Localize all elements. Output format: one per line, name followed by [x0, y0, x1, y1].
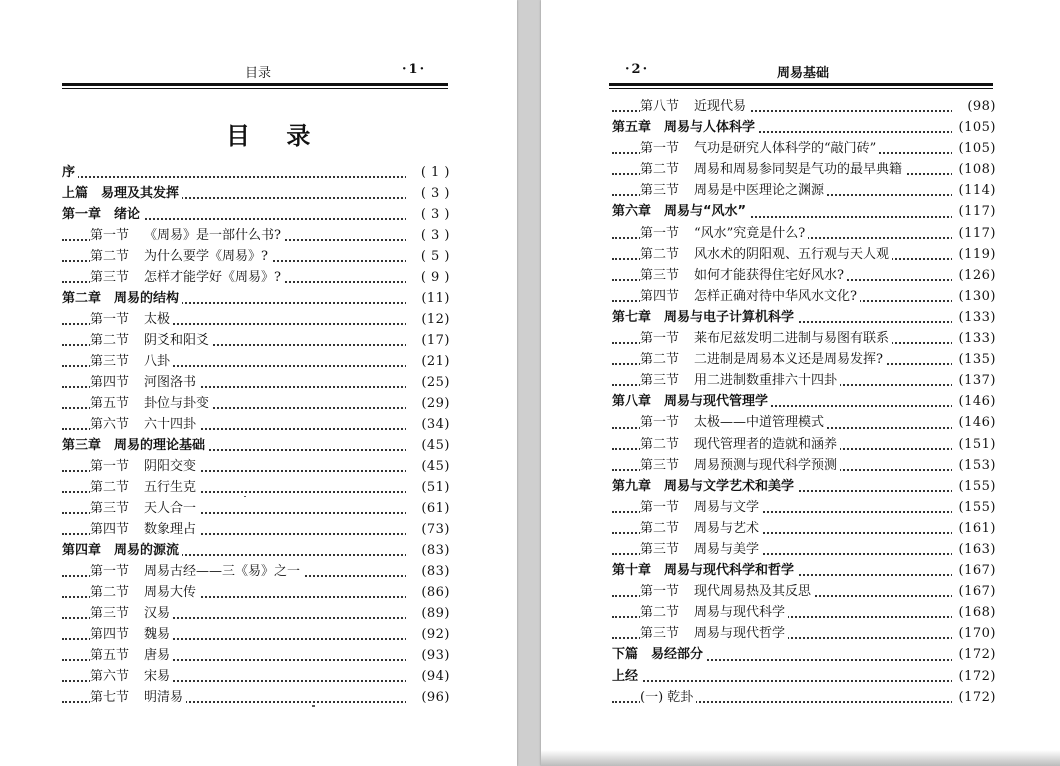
dot-leader [62, 176, 410, 178]
toc-entry-label [90, 498, 199, 519]
toc-entry-label [90, 393, 212, 414]
toc-section-entry [62, 582, 450, 603]
toc-page-number: ( 3 ) [406, 225, 450, 246]
toc-entry-title: 天人合一 [144, 501, 197, 516]
toc-section-number: 第七节 [90, 690, 130, 705]
toc-entry-label [90, 372, 199, 393]
toc-section-entry [62, 498, 450, 519]
toc-chapter-entry [612, 476, 996, 497]
toc-page-number: (83) [406, 561, 450, 582]
toc-page-number: (117) [952, 223, 996, 244]
toc-section-number: 第一节 [90, 564, 130, 579]
toc-entry-label [640, 455, 840, 476]
right-header-title: 周易基础 [777, 66, 830, 81]
toc-entry-label [640, 370, 840, 391]
dot-leader [612, 680, 956, 682]
toc-page-number: (163) [952, 539, 996, 560]
toc-entry-title: 第四章 周易的源流 [62, 543, 180, 558]
toc-section-entry [612, 455, 996, 476]
toc-entry-title: 周易与文学 [694, 499, 760, 515]
toc-page-number: (172) [952, 666, 996, 687]
toc-entry-title: 唐易 [144, 648, 171, 663]
toc-entry-title: 第七章 周易与电子计算机科学 [612, 309, 795, 325]
scan-speck [244, 496, 246, 497]
toc-section-number: 第二节 [90, 333, 130, 348]
toc-entry-title: 怎样才能学好《周易》? [144, 270, 281, 285]
toc-section-number: 第二节 [640, 605, 680, 621]
toc-page-number: (108) [952, 159, 996, 180]
toc-entry-label [62, 204, 143, 225]
toc-entry-label [90, 414, 199, 435]
toc-chapter-entry [612, 560, 996, 581]
toc-entry-title: 太极——中道管理模式 [694, 415, 825, 431]
toc-entry-title: 周易与美学 [694, 541, 760, 557]
scan-speck [312, 705, 315, 707]
toc-entry-label [90, 456, 199, 477]
toc-section-entry [612, 159, 996, 180]
toc-entry-title: 《周易》是一部什么书? [144, 228, 281, 243]
toc-entry-title: 现代周易热及其反思 [694, 584, 812, 600]
toc-entry-title: 第一章 绪论 [62, 207, 141, 222]
toc-page-number: (73) [406, 519, 450, 540]
toc-entry-title: 上经 [612, 668, 639, 684]
right-header-rule-thin [609, 88, 993, 89]
toc-section-number: 第四节 [90, 627, 130, 642]
toc-entry-title: 近现代易 [694, 99, 747, 114]
toc-section-entry [62, 372, 450, 393]
toc-page-number: (105) [952, 117, 996, 138]
toc-section-number: 第三节 [90, 270, 130, 285]
toc-entry-label [90, 561, 303, 582]
toc-chapter-entry [62, 288, 450, 309]
toc-page-number: (161) [952, 518, 996, 539]
toc-section-number: 第二节 [640, 520, 680, 536]
toc-section-entry [612, 370, 996, 391]
toc-entry-title: 用二进制数重排六十四卦 [694, 373, 838, 389]
toc-section-number: 第一节 [90, 459, 130, 474]
toc-entry-label [640, 96, 749, 117]
toc-entry-title: 二进制是周易本义还是周易发挥? [694, 352, 883, 368]
toc-entry-label [90, 246, 271, 267]
toc-page-number: (126) [952, 265, 996, 286]
toc-section-number: 第一节 [640, 584, 680, 600]
toc-section-entry [62, 393, 450, 414]
toc-chapter-entry [62, 162, 450, 183]
toc-chapter-entry [612, 391, 996, 412]
toc-section-entry [62, 225, 450, 246]
toc-chapter-entry [612, 644, 996, 665]
toc-entry-label [90, 687, 186, 708]
left-header-rule-thin [62, 88, 448, 89]
right-page [541, 0, 1060, 766]
right-page-header [609, 62, 993, 84]
right-header-rule [609, 83, 993, 86]
left-page-header [62, 62, 448, 84]
toc-entry-label [640, 328, 892, 349]
toc-page-number: (105) [952, 138, 996, 159]
toc-section-number: 第二节 [90, 480, 130, 495]
toc-page-number: ( 5 ) [406, 246, 450, 267]
toc-entry-title: 莱布尼兹发明二进制与易图有联系 [694, 331, 890, 347]
toc-entry-title: 序 [62, 165, 76, 180]
toc-entry-label [640, 180, 827, 201]
toc-entry-title: 气功是研究人体科学的“敲门砖” [694, 141, 877, 157]
toc-section-number: 第三节 [640, 541, 680, 557]
toc-page-number: (96) [406, 687, 450, 708]
toc-entry-title: 周易和周易参同契是气功的最早典籍 [694, 162, 903, 178]
toc-page-number: (25) [406, 372, 450, 393]
toc-entry-title: 周易是中医理论之渊源 [694, 183, 825, 199]
toc-section-entry [62, 267, 450, 288]
toc-section-number: 第三节 [640, 267, 680, 283]
toc-page-number: (170) [952, 623, 996, 644]
toc-entry-title: (一) 乾卦 [640, 689, 694, 705]
toc-page-number: (137) [952, 370, 996, 391]
toc-section-entry [612, 180, 996, 201]
toc-entry-label [640, 581, 814, 602]
toc-page-number: (151) [952, 434, 996, 455]
toc-section-entry [612, 518, 996, 539]
toc-entry-label [90, 603, 173, 624]
toc-section-entry [62, 645, 450, 666]
toc-section-number: 第五节 [90, 396, 130, 411]
toc-section-entry [612, 434, 996, 455]
toc-page-number: (117) [952, 201, 996, 222]
toc-entry-title: 魏易 [144, 627, 171, 642]
toc-entry-label [640, 159, 905, 180]
toc-page-number: (155) [952, 497, 996, 518]
toc-entry-title: 周易预测与现代科学预测 [694, 457, 838, 473]
toc-page-number: (172) [952, 644, 996, 665]
toc-entry-label [640, 434, 840, 455]
toc-section-number: 第一节 [640, 331, 680, 347]
toc-page-number: (92) [406, 624, 450, 645]
toc-page-number: (17) [406, 330, 450, 351]
toc-entry-title: 第六章 周易与“风水” [612, 204, 747, 220]
toc-page-number: (89) [406, 603, 450, 624]
toc-section-entry [612, 96, 996, 117]
toc-entry-label [612, 307, 797, 328]
toc-page-number: (86) [406, 582, 450, 603]
toc-entry-label [612, 117, 758, 138]
toc-chapter-entry [612, 666, 996, 687]
toc-page-number: (83) [406, 540, 450, 561]
toc-page-number: ( 3 ) [406, 204, 450, 225]
toc-entry-label [640, 286, 860, 307]
toc-page-number: (172) [952, 687, 996, 708]
toc-page-number: (93) [406, 645, 450, 666]
toc-section-entry [612, 497, 996, 518]
toc-section-entry [62, 624, 450, 645]
toc-entry-label [90, 267, 284, 288]
toc-section-entry [612, 687, 996, 708]
toc-entry-label [62, 162, 78, 183]
toc-section-entry [612, 602, 996, 623]
toc-entry-title: 宋易 [144, 669, 171, 684]
toc-entry-title: 第三章 周易的理论基础 [62, 438, 206, 453]
toc-entry-label [90, 309, 173, 330]
toc-section-entry [62, 414, 450, 435]
toc-section-entry [62, 351, 450, 372]
toc-section-number: 第三节 [90, 501, 130, 516]
toc-entry-label [640, 687, 696, 708]
toc-section-entry [62, 519, 450, 540]
right-page-number: ·2· [625, 62, 650, 77]
toc-entry-label [62, 183, 182, 204]
toc-page-number: (29) [406, 393, 450, 414]
toc-entry-title: 周易与艺术 [694, 520, 760, 536]
toc-section-number: 第一节 [640, 415, 680, 431]
toc-section-entry [612, 328, 996, 349]
toc-entry-title: 周易与现代哲学 [694, 626, 786, 642]
page-gutter [517, 0, 541, 766]
toc-section-entry [612, 286, 996, 307]
toc-section-entry [62, 456, 450, 477]
toc-entry-label [612, 560, 797, 581]
toc-page-number: (135) [952, 349, 996, 370]
toc-section-entry [62, 309, 450, 330]
toc-section-entry [612, 412, 996, 433]
toc-section-number: 第二节 [640, 352, 680, 368]
right-toc-list [612, 96, 996, 708]
toc-entry-title: 上篇 易理及其发挥 [62, 186, 180, 201]
toc-entry-label [640, 497, 762, 518]
toc-entry-title: 周易古经——三《易》之一 [144, 564, 301, 579]
toc-section-number: 第二节 [640, 162, 680, 178]
toc-entry-label [62, 540, 182, 561]
toc-page-number: (12) [406, 309, 450, 330]
left-page [0, 0, 517, 766]
toc-page-number: (153) [952, 455, 996, 476]
toc-page-number: (119) [952, 244, 996, 265]
toc-section-number: 第三节 [640, 457, 680, 473]
toc-section-number: 第六节 [90, 669, 130, 684]
toc-page-number: (98) [952, 96, 996, 117]
toc-entry-label [640, 518, 762, 539]
toc-entry-title: 第八章 周易与现代管理学 [612, 394, 769, 410]
toc-section-entry [62, 330, 450, 351]
toc-section-entry [612, 223, 996, 244]
toc-page-number: (168) [952, 602, 996, 623]
toc-entry-label [640, 244, 892, 265]
toc-entry-title: “风水”究竟是什么? [694, 225, 806, 241]
toc-page-number: ( 9 ) [406, 267, 450, 288]
toc-page-number: (130) [952, 286, 996, 307]
toc-section-number: 第四节 [640, 288, 680, 304]
toc-entry-title: 第二章 周易的结构 [62, 291, 180, 306]
toc-section-number: 第五节 [90, 648, 130, 663]
toc-page-number: (133) [952, 328, 996, 349]
contents-title: 目 录 [226, 121, 325, 150]
toc-entry-title: 河图洛书 [144, 375, 197, 390]
toc-chapter-entry [612, 201, 996, 222]
left-toc-list [62, 162, 450, 708]
left-header-rule [62, 83, 448, 86]
toc-page-number: (45) [406, 456, 450, 477]
toc-entry-label [90, 225, 284, 246]
toc-entry-title: 下篇 易经部分 [612, 647, 704, 663]
toc-page-number: (94) [406, 666, 450, 687]
left-page-number: ·1· [402, 62, 427, 77]
toc-page-number: (167) [952, 560, 996, 581]
toc-entry-label [90, 645, 173, 666]
toc-entry-title: 阴爻和阳爻 [144, 333, 210, 348]
toc-section-number: 第六节 [90, 417, 130, 432]
toc-entry-title: 阴阳交变 [144, 459, 197, 474]
toc-section-number: 第一节 [640, 499, 680, 515]
toc-page-number: (146) [952, 412, 996, 433]
toc-entry-label [612, 201, 749, 222]
toc-entry-title: 风水术的阴阳观、五行观与天人观 [694, 246, 890, 262]
toc-entry-title: 卦位与卦变 [144, 396, 210, 411]
toc-entry-label [612, 476, 797, 497]
toc-entry-title: 怎样正确对待中华风水文化? [694, 288, 857, 304]
toc-section-number: 第一节 [640, 225, 680, 241]
scan-bottom-edge [541, 750, 1060, 766]
toc-section-number: 第一节 [90, 228, 130, 243]
toc-entry-label [640, 138, 879, 159]
toc-section-entry [612, 539, 996, 560]
toc-entry-label [90, 477, 199, 498]
toc-entry-label [640, 265, 847, 286]
toc-section-entry [612, 623, 996, 644]
toc-entry-title: 现代管理者的造就和涵养 [694, 436, 838, 452]
toc-section-number: 第三节 [640, 373, 680, 389]
toc-page-number: (167) [952, 581, 996, 602]
toc-section-number: 第一节 [640, 141, 680, 157]
toc-chapter-entry [62, 204, 450, 225]
toc-section-number: 第一节 [90, 312, 130, 327]
toc-entry-title: 汉易 [144, 606, 171, 621]
toc-entry-label [90, 624, 173, 645]
toc-page-number: (133) [952, 307, 996, 328]
toc-section-number: 第四节 [90, 375, 130, 390]
toc-entry-label [90, 519, 199, 540]
toc-entry-label [62, 435, 208, 456]
toc-entry-title: 明清易 [144, 690, 184, 705]
toc-entry-label [90, 582, 199, 603]
toc-page-number: ( 1 ) [406, 162, 450, 183]
toc-entry-label [90, 351, 173, 372]
left-header-title: 目录 [245, 66, 272, 81]
toc-page-number: (155) [952, 476, 996, 497]
toc-section-number: 第三节 [90, 354, 130, 369]
toc-entry-label [612, 644, 706, 665]
toc-page-number: ( 3 ) [406, 183, 450, 204]
toc-section-entry [612, 265, 996, 286]
toc-entry-title: 第九章 周易与文学艺术和美学 [612, 478, 795, 494]
toc-entry-title: 六十四卦 [144, 417, 197, 432]
toc-section-number: 第三节 [90, 606, 130, 621]
toc-entry-title: 八卦 [144, 354, 171, 369]
toc-page-number: (21) [406, 351, 450, 372]
toc-entry-label [640, 539, 762, 560]
toc-entry-title: 第五章 周易与人体科学 [612, 120, 756, 136]
toc-entry-label [640, 412, 827, 433]
toc-section-entry [62, 246, 450, 267]
toc-page-number: (51) [406, 477, 450, 498]
toc-entry-label [640, 223, 808, 244]
toc-section-number: 第二节 [640, 436, 680, 452]
toc-entry-label [90, 666, 173, 687]
toc-section-entry [62, 687, 450, 708]
toc-section-entry [62, 477, 450, 498]
toc-page-number: (114) [952, 180, 996, 201]
toc-entry-title: 第十章 周易与现代科学和哲学 [612, 563, 795, 579]
toc-section-number: 第八节 [640, 99, 680, 114]
toc-section-entry [612, 349, 996, 370]
toc-section-entry [62, 603, 450, 624]
toc-entry-label [640, 349, 886, 370]
toc-section-number: 第三节 [640, 183, 680, 199]
toc-section-number: 第二节 [640, 246, 680, 262]
toc-entry-title: 五行生克 [144, 480, 197, 495]
toc-section-number: 第二节 [90, 249, 130, 264]
toc-section-number: 第四节 [90, 522, 130, 537]
toc-chapter-entry [62, 540, 450, 561]
toc-chapter-entry [62, 435, 450, 456]
toc-section-entry [612, 581, 996, 602]
toc-entry-label [612, 391, 771, 412]
toc-section-number: 第三节 [640, 626, 680, 642]
toc-section-entry [62, 561, 450, 582]
toc-entry-label [612, 666, 641, 687]
toc-section-entry [62, 666, 450, 687]
toc-section-entry [612, 138, 996, 159]
toc-entry-label [90, 330, 212, 351]
toc-entry-title: 数象理占 [144, 522, 197, 537]
toc-entry-title: 周易大传 [144, 585, 197, 600]
toc-entry-title: 为什么要学《周易》? [144, 249, 268, 264]
toc-entry-title: 太极 [144, 312, 171, 327]
toc-section-entry [612, 244, 996, 265]
toc-page-number: (61) [406, 498, 450, 519]
toc-page-number: (34) [406, 414, 450, 435]
toc-page-number: (45) [406, 435, 450, 456]
toc-entry-label [62, 288, 182, 309]
toc-section-number: 第二节 [90, 585, 130, 600]
toc-page-number: (146) [952, 391, 996, 412]
toc-page-number: (11) [406, 288, 450, 309]
toc-entry-title: 周易与现代科学 [694, 605, 786, 621]
toc-chapter-entry [612, 307, 996, 328]
toc-entry-label [640, 623, 788, 644]
toc-chapter-entry [612, 117, 996, 138]
toc-entry-label [640, 602, 788, 623]
toc-entry-title: 如何才能获得住宅好风水? [694, 267, 844, 283]
toc-chapter-entry [62, 183, 450, 204]
